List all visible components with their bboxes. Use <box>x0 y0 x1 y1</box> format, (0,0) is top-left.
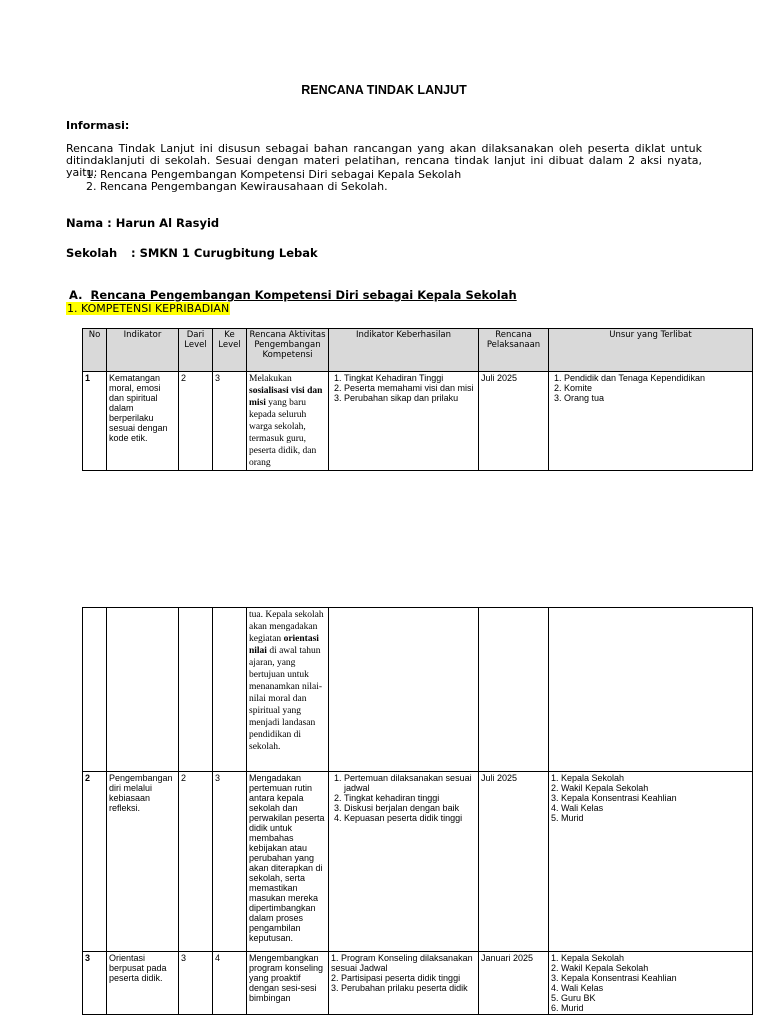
unsur-list <box>551 373 750 403</box>
empty-cell <box>179 608 213 772</box>
list-item: 1. Kepala Sekolah <box>551 953 625 963</box>
school-value: : SMKN 1 Curugbitung Lebak <box>131 246 318 260</box>
header-dari-level: Dari Level <box>179 329 213 372</box>
aim-item: 2. Rencana Pengembangan Kewirausahaan di Sekolah. <box>100 181 461 193</box>
header-indikator: Indikator <box>107 329 179 372</box>
row-indikator: Orientasi berpusat pada peserta didik. <box>107 952 179 1015</box>
list-item: 5. Murid <box>551 813 584 823</box>
list-item: 2. Wakil Kepala Sekolah <box>551 783 649 793</box>
rencana-text: di awal tahun ajaran, yang bertujuan untuk menanamkan nilai-nilai moral dan spiritual yang menjadi landasan pendidikan di sekolah. <box>249 646 323 752</box>
list-item: 1. Kepala Sekolah <box>551 773 625 783</box>
keberhasilan-list <box>331 373 476 403</box>
table-row <box>83 772 753 952</box>
row-no: 3 <box>83 952 107 1015</box>
row-ke-level: 4 <box>213 952 247 1015</box>
list-item: 3. Kepala Konsentrasi Keahlian <box>551 793 677 803</box>
rencana-text: yang baru kepada seluruh warga sekolah, termasuk guru, peserta didik, dan orang <box>249 398 317 468</box>
row-indikator: Pengembangan diri melalui kebiasaan refleksi. <box>107 772 179 952</box>
intro-paragraph: Rencana Tindak Lanjut ini disusun sebagai bahan rancangan yang akan dilaksanakan oleh peserta diklat untuk ditindaklanjuti di sekolah. Sesuai dengan materi pelatihan, rencana tindak lanjut ini dibuat dalam 2 aksi nyata, yaitu: <box>66 142 702 179</box>
aims-list <box>82 169 461 193</box>
list-item: 4. Kepuasan peserta didik tinggi <box>344 813 476 823</box>
info-label: Informasi: <box>66 119 130 132</box>
row-unsur <box>549 952 753 1015</box>
header-unsur: Unsur yang Terlibat <box>549 329 753 372</box>
row-pelaksanaan: Januari 2025 <box>479 952 549 1015</box>
row-dari-level: 2 <box>179 772 213 952</box>
row-rencana-continued <box>247 608 329 772</box>
row-rencana: Mengadakan pertemuan rutin antara kepala sekolah dan perwakilan peserta didik untuk membahas kebijakan atau perubahan yang akan diterapkan di sekolah, serta memastikan masukan mereka dipertimbangkan dalam proses pengambilan keputusan. <box>247 772 329 952</box>
list-item: 3. Perubahan sikap dan prilaku <box>344 393 476 403</box>
list-item: 2. Wakil Kepala Sekolah <box>551 963 649 973</box>
keberhasilan-list <box>331 773 476 823</box>
header-no: No <box>83 329 107 372</box>
row-dari-level: 3 <box>179 952 213 1015</box>
row-unsur <box>549 772 753 952</box>
list-item: 1. Tingkat Kehadiran Tinggi <box>344 373 476 383</box>
header-ke-level: Ke Level <box>213 329 247 372</box>
competency-table-part2 <box>82 607 753 1015</box>
rencana-bold: orientasi nilai <box>249 634 319 656</box>
row-keberhasilan <box>329 952 479 1015</box>
list-item: 1. Pendidik dan Tenaga Kependidikan <box>564 373 750 383</box>
empty-cell <box>479 608 549 772</box>
section-a-title: Rencana Pengembangan Kompetensi Diri sebagai Kepala Sekolah <box>90 288 517 302</box>
list-item: 6. Murid <box>551 1003 584 1013</box>
list-item: 4. Wali Kelas <box>551 983 604 993</box>
empty-cell <box>83 608 107 772</box>
header-keberhasilan: Indikator Keberhasilan <box>329 329 479 372</box>
row-unsur <box>549 372 753 471</box>
row-rencana <box>247 372 329 471</box>
list-item: 2. Partisipasi peserta didik tinggi <box>331 973 461 983</box>
aim-item: 1. Rencana Pengembangan Kompetensi Diri sebagai Kepala Sekolah <box>100 169 461 181</box>
rencana-text: tua. Kepala sekolah akan mengadakan kegiatan <box>249 610 324 644</box>
header-rencana: Rencana Aktivitas Pengembangan Kompetensi <box>247 329 329 372</box>
subsection-heading: 1. KOMPETENSI KEPRIBADIAN <box>67 302 230 315</box>
empty-cell <box>107 608 179 772</box>
row-pelaksanaan: Juli 2025 <box>479 372 549 471</box>
list-item: 3. Kepala Konsentrasi Keahlian <box>551 973 677 983</box>
row-ke-level: 3 <box>213 772 247 952</box>
table-header-row <box>83 329 753 372</box>
row-ke-level: 3 <box>213 372 247 471</box>
row-rencana: Mengembangkan program konseling yang proaktif dengan sesi-sesi bimbingan <box>247 952 329 1015</box>
row-pelaksanaan: Juli 2025 <box>479 772 549 952</box>
school-label: Sekolah <box>66 246 118 260</box>
list-item: 5. Guru BK <box>551 993 596 1003</box>
competency-table-part1 <box>82 328 753 471</box>
section-a-heading <box>69 288 517 302</box>
document-title: RENCANA TINDAK LANJUT <box>301 83 467 97</box>
list-item: 3. Perubahan prilaku peserta didik <box>331 983 468 993</box>
table-row <box>83 608 753 772</box>
rencana-text: Melakukan <box>249 374 292 384</box>
participant-name: Nama : Harun Al Rasyid <box>66 216 220 230</box>
rencana-bold: sosialisasi visi dan misi <box>249 386 323 408</box>
list-item: 3. Orang tua <box>564 393 750 403</box>
row-keberhasilan <box>329 772 479 952</box>
row-indikator: Kematangan moral, emosi dan spiritual dalam berperilaku sesuai dengan kode etik. <box>107 372 179 471</box>
table-row <box>83 952 753 1015</box>
list-item: 1. Pertemuan dilaksanakan sesuai jadwal <box>344 773 476 793</box>
list-item: 2. Peserta memahami visi dan misi <box>344 383 476 393</box>
list-item: 2. Komite <box>564 383 750 393</box>
list-item: 1. Program Konseling dilaksanakan sesuai Jadwal <box>331 953 473 973</box>
row-dari-level: 2 <box>179 372 213 471</box>
list-item: 3. Diskusi berjalan dengan baik <box>344 803 476 813</box>
section-a-prefix: A. <box>69 288 83 302</box>
empty-cell <box>549 608 753 772</box>
table-row <box>83 372 753 471</box>
empty-cell <box>213 608 247 772</box>
header-pelaksanaan: Rencana Pelaksanaan <box>479 329 549 372</box>
empty-cell <box>329 608 479 772</box>
row-no: 1 <box>83 372 107 471</box>
list-item: 2. Tingkat kehadiran tinggi <box>344 793 476 803</box>
list-item: 4. Wali Kelas <box>551 803 604 813</box>
row-keberhasilan <box>329 372 479 471</box>
row-no: 2 <box>83 772 107 952</box>
